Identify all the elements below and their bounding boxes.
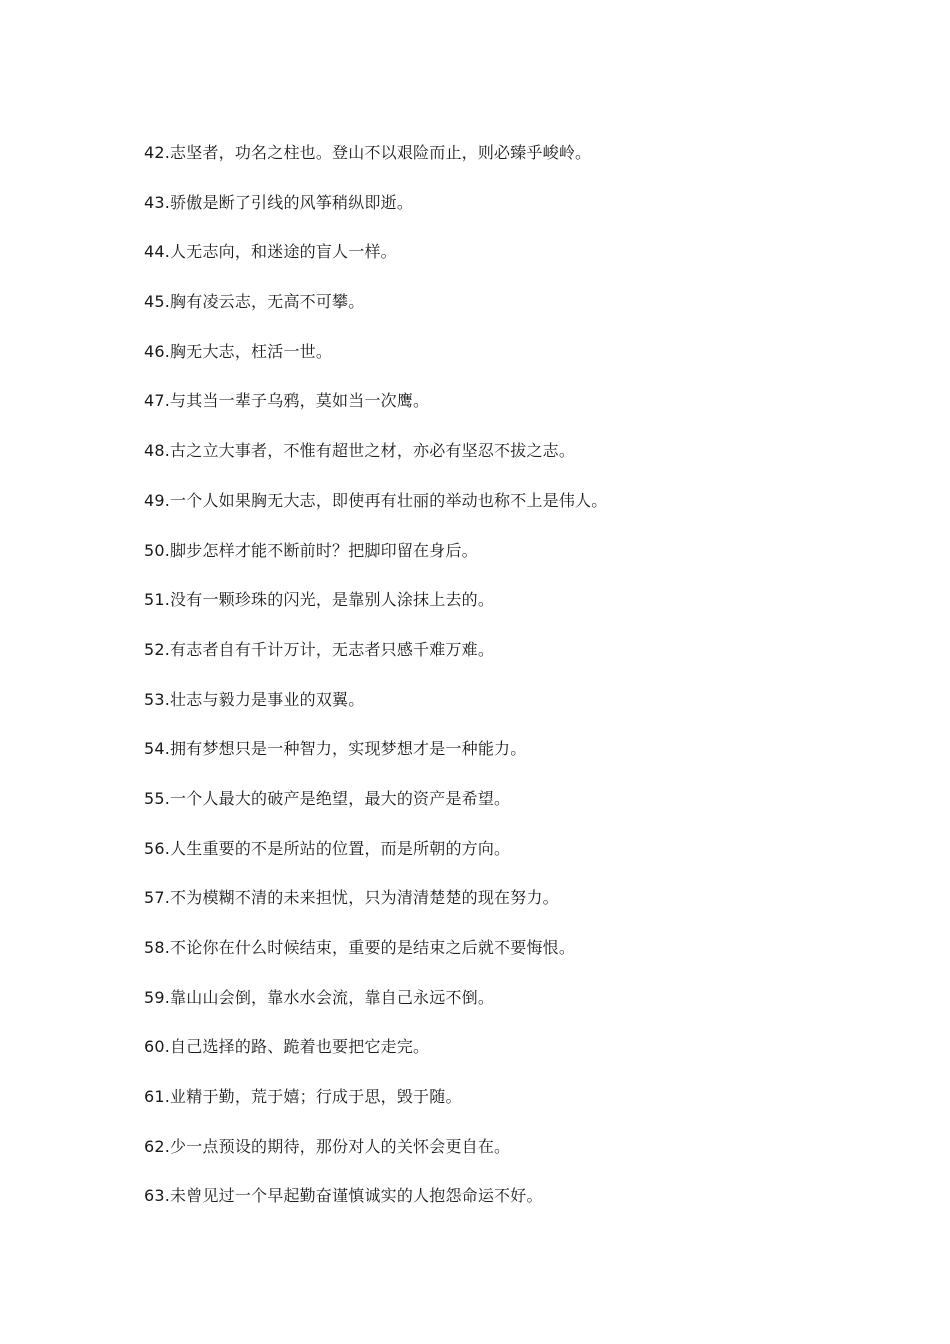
quote-line-59: 59.靠山山会倒，靠水水会流，靠自己永远不倒。 — [144, 987, 495, 1007]
quote-line-53: 53.壮志与毅力是事业的双翼。 — [144, 689, 365, 709]
quote-line-57: 57.不为模糊不清的未来担忧，只为清清楚楚的现在努力。 — [144, 888, 559, 908]
quote-line-55: 55.一个人最大的破产是绝望，最大的资产是希望。 — [144, 788, 511, 808]
quote-line-48: 48.古之立大事者，不惟有超世之材，亦必有坚忍不拔之志。 — [144, 441, 576, 461]
quote-line-52: 52.有志者自有千计万计，无志者只感千难万难。 — [144, 639, 495, 659]
quote-line-51: 51.没有一颗珍珠的闪光，是靠别人涂抹上去的。 — [144, 590, 495, 610]
quote-line-49: 49.一个人如果胸无大志，即使再有壮丽的举动也称不上是伟人。 — [144, 490, 608, 510]
quote-line-58: 58.不论你在什么时候结束，重要的是结束之后就不要悔恨。 — [144, 938, 576, 957]
quote-line-42: 42.志坚者，功名之柱也。登山不以艰险而止，则必臻乎峻岭。 — [144, 143, 592, 162]
quote-line-46: 46.胸无大志，枉活一世。 — [144, 341, 333, 361]
quote-line-45: 45.胸有凌云志，无高不可攀。 — [144, 292, 365, 312]
quote-line-47: 47.与其当一辈子乌鸦，莫如当一次鹰。 — [144, 391, 430, 411]
quote-line-56: 56.人生重要的不是所站的位置，而是所朝的方向。 — [144, 838, 511, 858]
quote-line-63: 63.未曾见过一个早起勤奋谨慎诚实的人抱怨命运不好。 — [144, 1186, 543, 1206]
quote-line-43: 43.骄傲是断了引线的风筝稍纵即逝。 — [144, 192, 414, 212]
quote-line-60: 60.自己选择的路、跪着也要把它走完。 — [144, 1037, 430, 1057]
quote-line-61: 61.业精于勤，荒于嬉；行成于思，毁于随。 — [144, 1087, 462, 1107]
quote-line-50: 50.脚步怎样才能不断前时？把脚印留在身后。 — [144, 540, 478, 560]
quote-line-62: 62.少一点预设的期待，那份对人的关怀会更自在。 — [144, 1136, 511, 1156]
quote-line-54: 54.拥有梦想只是一种智力，实现梦想才是一种能力。 — [144, 739, 527, 759]
quote-line-44: 44.人无志向，和迷途的盲人一样。 — [144, 242, 397, 262]
quote-list — [144, 141, 864, 1234]
